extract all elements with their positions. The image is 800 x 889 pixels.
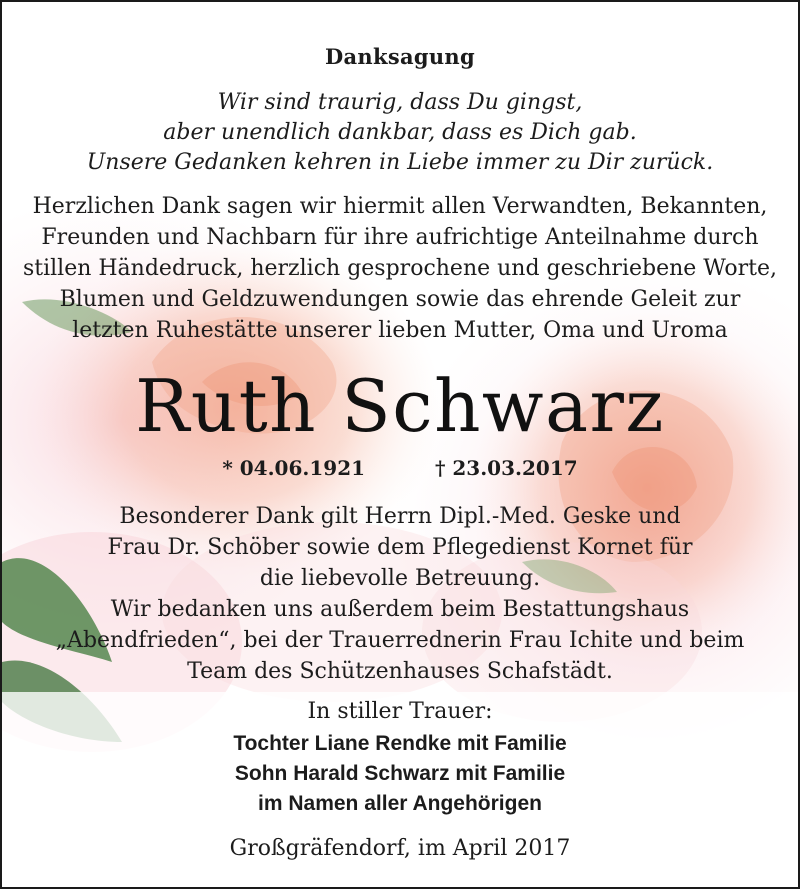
special-thanks-line: „Abendfrieden“, bei der Trauerrednerin Frau Ichite und beim: [55, 628, 745, 653]
mourner-line: im Namen aller Angehörigen: [258, 792, 542, 815]
special-thanks-line: Team des Schützenhauses Schafstädt.: [187, 659, 613, 684]
poem-line: Unsere Gedanken kehren in Liebe immer zu Dir zurück.: [86, 150, 714, 175]
thanks-line: Freunden und Nachbarn für ihre aufrichtige Anteilnahme durch: [41, 225, 759, 250]
obituary-content: [2, 2, 798, 887]
poem-line: aber unendlich dankbar, dass es Dich gab.: [163, 120, 637, 145]
thanks-line: letzten Ruhestätte unserer lieben Mutter, Oma und Uroma: [72, 318, 728, 343]
special-thanks-line: Wir bedanken uns außerdem beim Bestattungshaus: [110, 597, 690, 622]
birth-date: * 04.06.1921: [222, 456, 366, 480]
death-date: † 23.03.2017: [434, 456, 578, 480]
mourner-line: Sohn Harald Schwarz mit Familie: [234, 762, 566, 785]
thanks-line: Blumen und Geldzuwendungen sowie das ehrende Geleit zur: [59, 287, 741, 312]
deceased-name: Ruth Schwarz: [135, 364, 665, 448]
thanks-line: stillen Händedruck, herzlich gesprochene und geschriebene Worte,: [22, 256, 778, 281]
special-thanks-line: Besonderer Dank gilt Herrn Dipl.-Med. Geske und: [119, 504, 681, 529]
place-and-date: Großgräfendorf, im April 2017: [229, 836, 571, 861]
special-thanks-line: die liebevolle Betreuung.: [259, 566, 541, 591]
heading: Danksagung: [325, 44, 475, 69]
mourner-line: Tochter Liane Rendke mit Familie: [233, 732, 567, 755]
mourning-intro: In stiller Trauer:: [307, 699, 493, 724]
thanks-line: Herzlichen Dank sagen wir hiermit allen Verwandten, Bekannten,: [32, 194, 768, 219]
poem-line: Wir sind traurig, dass Du gingst,: [217, 90, 583, 115]
special-thanks-line: Frau Dr. Schöber sowie dem Pflegedienst Kornet für: [107, 535, 693, 560]
life-dates: [2, 456, 798, 480]
